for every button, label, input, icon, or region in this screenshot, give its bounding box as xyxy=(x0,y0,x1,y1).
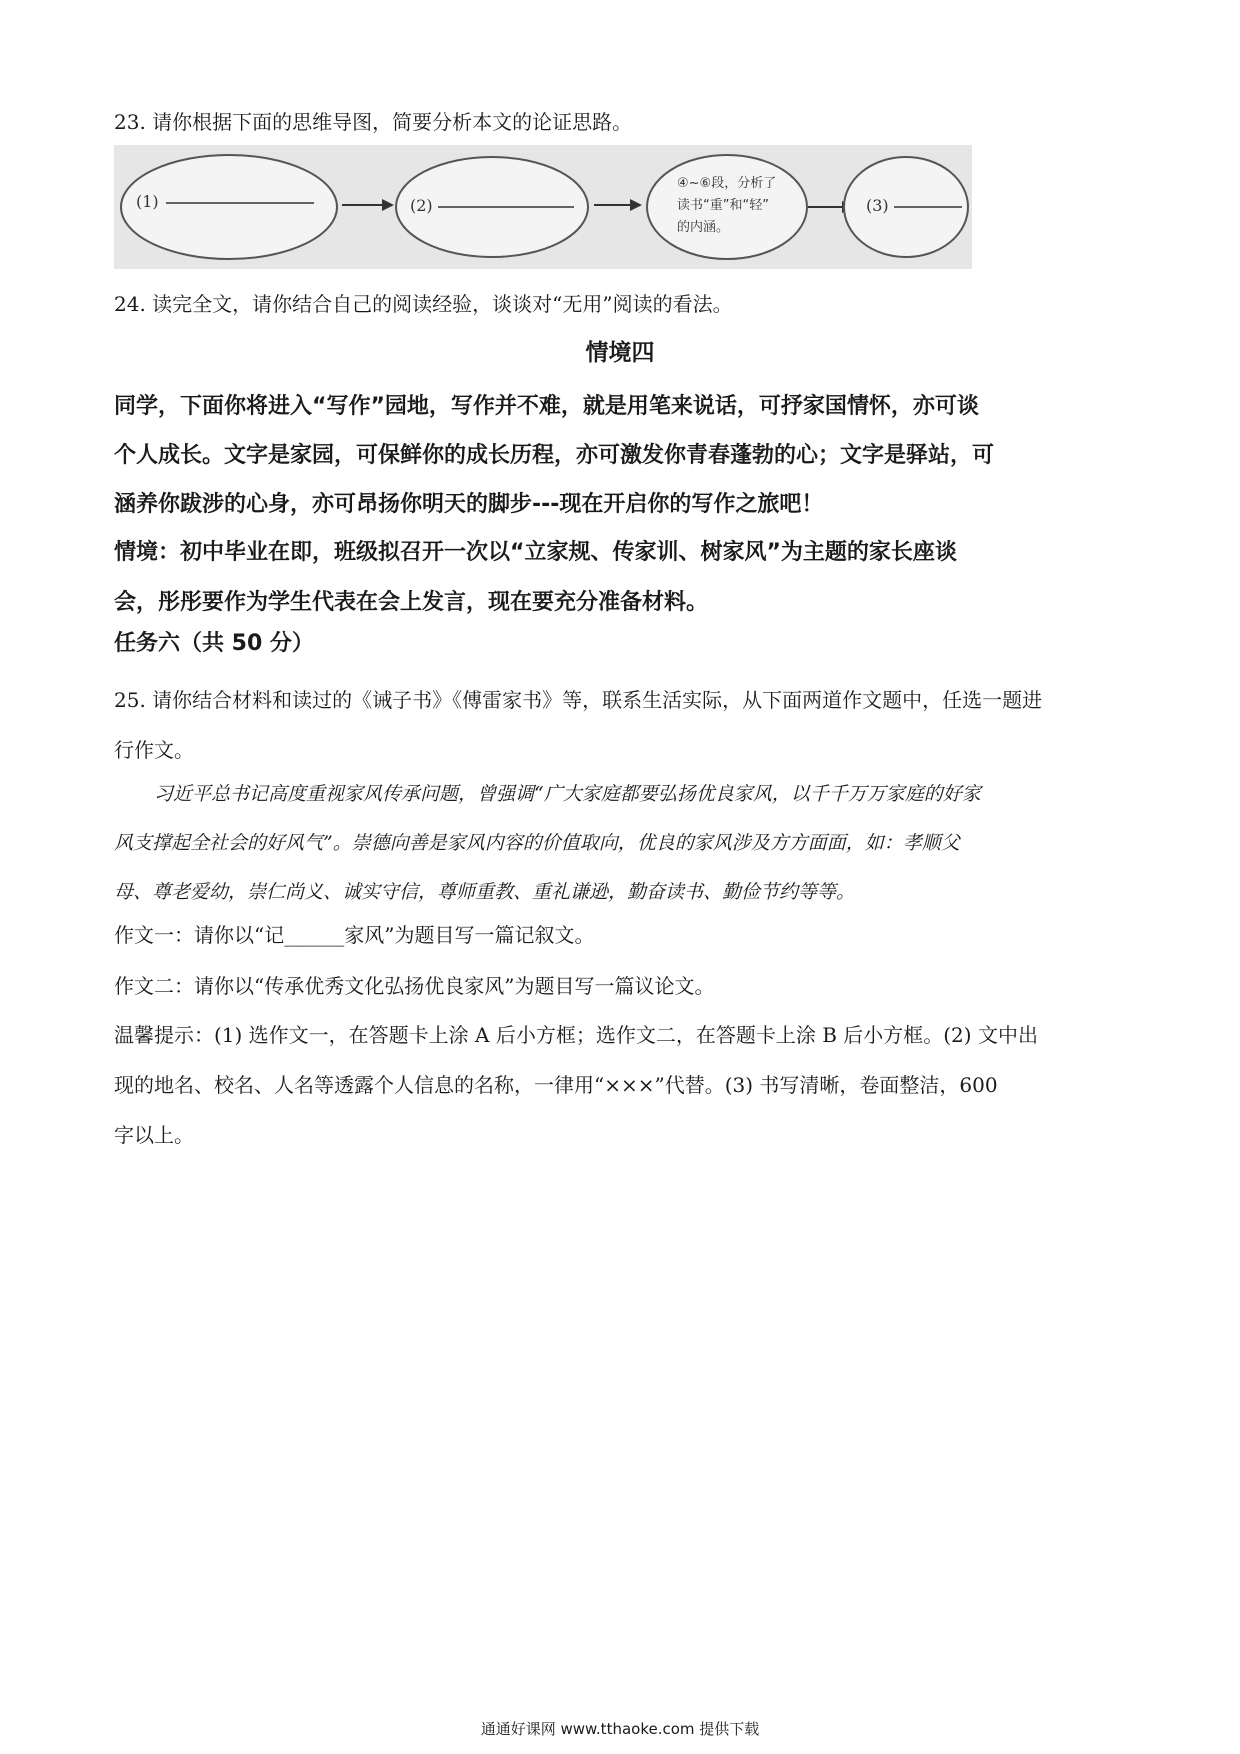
essay-option-1: 作文一：请你以“记______家风”为题目写一篇记叙文。 xyxy=(114,923,595,947)
intro-line: 个人成长。文字是家园，可保鲜你的成长历程，亦可激发你青春蓬勃的心；文字是驿站，可 xyxy=(114,443,995,468)
tips-line: 现的地名、校名、人名等透露个人信息的名称，一律用“×××”代替。(3) 书写清晰，卷面整洁，600 xyxy=(114,1073,998,1097)
intro-line: 同学，下面你将进入“写作”园地，写作并不难，就是用笔来说话，可抒家国情怀，亦可谈 xyxy=(114,394,979,419)
question-24: 24. 读完全文，请你结合自己的阅读经验，谈谈对“无用”阅读的看法。 xyxy=(114,292,733,316)
mindmap-node-3-line2: 读书“重”和“轻” xyxy=(677,198,769,213)
tips-line: 字以上。 xyxy=(114,1123,194,1147)
essay-option-2: 作文二：请你以“传承优秀文化弘扬优良家风”为题目写一篇议论文。 xyxy=(114,974,715,998)
mindmap-node-1-label: (1) xyxy=(136,192,159,211)
tips-text xyxy=(114,1010,1134,1160)
intro-text xyxy=(114,382,1134,529)
material-line: 母、尊老爱幼，崇仁尚义、诚实守信，尊师重教、重礼谦逊，勤奋读书、勤俭节约等等。 xyxy=(114,881,856,903)
tips-line: 温馨提示：(1) 选作文一，在答题卡上涂 A 后小方框；选作文二，在答题卡上涂 B 后小方框。(2) 文中出 xyxy=(114,1023,1038,1047)
mind-map xyxy=(114,145,972,269)
mindmap-node-2-label: (2) xyxy=(410,196,433,215)
context-text xyxy=(114,528,1134,628)
material-text xyxy=(114,770,1134,917)
intro-line: 涵养你跋涉的心身，亦可昂扬你明天的脚步---现在开启你的写作之旅吧！ xyxy=(114,492,824,517)
question-25 xyxy=(114,675,1134,775)
section-title: 情境四 xyxy=(585,340,655,366)
material-line: 习近平总书记高度重视家风传承问题，曾强调“广大家庭都要弘扬优良家风，以千千万万家庭的好家 xyxy=(154,783,981,805)
question-25-line: 行作文。 xyxy=(114,738,194,762)
task-heading: 任务六（共 50 分） xyxy=(114,631,314,656)
footer: 通通好课网 www.tthaoke.com 提供下载 xyxy=(480,1720,760,1738)
question-25-line: 25. 请你结合材料和读过的《诫子书》《傅雷家书》等，联系生活实际，从下面两道作文题中，任选一题进 xyxy=(114,688,1043,712)
context-line: 情境：初中毕业在即，班级拟召开一次以“立家规、传家训、树家风”为主题的家长座谈 xyxy=(114,540,957,565)
mindmap-node-3-line3: 的内涵。 xyxy=(677,220,730,235)
question-23: 23. 请你根据下面的思维导图，简要分析本文的论证思路。 xyxy=(114,110,633,134)
mindmap-node-3-line1: ④~⑥段，分析了 xyxy=(677,176,777,191)
material-line: 风支撑起全社会的好风气”。崇德向善是家风内容的价值取向，优良的家风涉及方方面面，如：孝顺父 xyxy=(114,832,960,854)
mindmap-node-4-label: (3) xyxy=(866,196,889,215)
context-line: 会，彤彤要作为学生代表在会上发言，现在要充分准备材料。 xyxy=(114,590,709,615)
